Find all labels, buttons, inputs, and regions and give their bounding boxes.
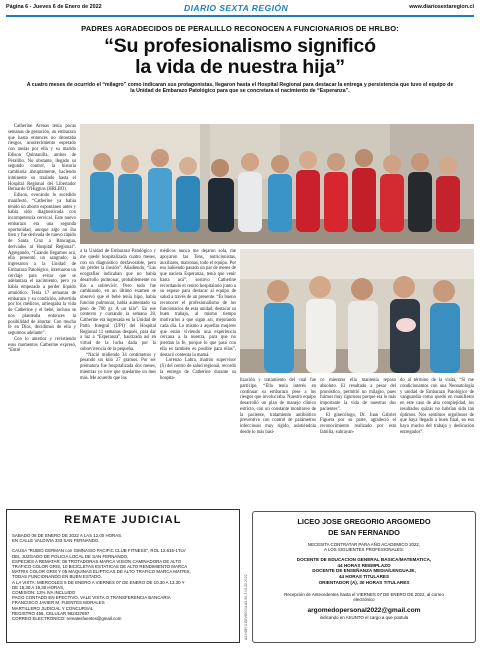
- masthead: [6, 4, 474, 17]
- website: www.diariosextaregion.cl: [409, 4, 474, 10]
- reception-line-1: Recepción de Antecedentes hasta el VIERNES 07 DE ENERO DE 2022, al correo: [284, 591, 444, 597]
- liceo-title-1: LICEO JOSE GREGORIO ARGOMEDO: [297, 517, 431, 526]
- paragraph: El ginecólogo, Dr. Juan Gabriel Figuera por su parte, agradeció el reconocimiento realizado por esta familia, subrayan-: [320, 412, 396, 435]
- page-date: Página 6 - Jueves 6 de Enero de 2022: [6, 4, 102, 10]
- remate-judicial-ad: [6, 509, 240, 643]
- remate-line: EN CALLE VALDIVIA 333 SAN FERNANDO.: [12, 538, 100, 544]
- remate-line: A LA VISTA: MIERCOLES 5 DE ENERO A VIERNES 07 DE ENERO DE 10.30 A 13.30 Y: [12, 579, 185, 585]
- staff-group-photo: [80, 124, 474, 244]
- paragraph: do al término de la visita, “Si me condicionamos con una Neonatología y unidad de Embarazo Patológico de vanguardia como quedó en manifiesto en este caso de alta complejidad, los resultados quizás no habrían sido tan óptimos. Nos sentimos orgullosos de que haya llegado a buen final, en eso haya mucho del trabajo y dedicación entregados”.: [400, 378, 474, 435]
- position-3-title: ORIENTADOR (A), 30 HORAS TITULARES: [318, 580, 410, 585]
- remate-line: DE 15,30 A 19,30 HORAS,: [12, 584, 65, 590]
- liceo-job-ad: [252, 511, 476, 643]
- remate-line: PAGO CONTADO EN EFECTIVO, VALE VISTA O TRANSFERENCIA BANCARIA: [12, 595, 171, 601]
- remate-line: CAUSA "RUBIO GERMAN con GIMNASIO PACIFIC CLUB FITNESS", ROL 12.615-1TLV: [12, 548, 186, 554]
- remate-line: REGISTRO 456, CELULAR 962437697: [12, 610, 90, 616]
- article-column-2: [80, 249, 156, 381]
- headline-line-2: la vida de nuestra hija”: [135, 56, 345, 78]
- article-lede: A cuatro meses de ocurrido el “milagro” como indicaran sus protagonistas, llegaron hasta el Hospital Regional para destacar la entrega y persistencia que tuvo el equipo de la Unidad de Embarazo Patológico para que se concretara el nacimiento de “Esperanza”.: [26, 82, 454, 95]
- liceo-title-2: DE SAN FERNANDO: [328, 527, 400, 537]
- paragraph: a la Unidad de Embarazo Patológico y me quedé hospitalizada cuatro meses, con un diagnóstico desfavorable, pero sin perder la ilusión”. Añadiendo, “Las ecografías indicaban que no había desarrollo pulmonar, probablemente no iba a sobrevivir. Pero todo fue cambiando, en un último examen se observó que el bebé tenía hipo, había función pulmonar, había aumentado su peso de 700 gr. A un kilo”. En ese contexto y cursando la semana 28, Catherine era ingresada en la Unidad de Parto Integral (UPI) del Hospital Regional 11 semanas después, para dar a luz a “Esperanza”, hautizada así en virtud de la lucha dada por la sobrevivencia de la pequeña.: [80, 249, 156, 352]
- headline-line-1: “Su profesionalismo significó: [104, 35, 376, 57]
- article-column-3: [160, 249, 236, 381]
- liceo-need-2: A LOS SIGUIENTES PROFESIONALES:: [323, 547, 405, 553]
- subject-note: indicando en ASUNTO el cargo a que postula: [319, 614, 409, 620]
- article-kicker: PADRES AGRADECIDOS DE PERALILLO RECONOCEN A FUNCIONARIOS DE HRLBO:: [81, 24, 399, 33]
- family-photo: [240, 249, 474, 373]
- remate-line: FRANCISCO JAVIER M. FUENTES MORALES: [12, 600, 105, 606]
- liceo-email-link[interactable]: argomedopersonal2022@gmail.com: [307, 606, 421, 614]
- ad-code: A3-HOR-3 DEVO0004-A5-92-7-03-22-2022: [244, 574, 248, 640]
- article-column-6: [400, 378, 474, 436]
- remate-line: CORREO ELECTRONICO: rematesfuentes@gmail.com: [12, 616, 122, 622]
- remate-title: REMATE JUDICIAL: [64, 514, 182, 526]
- article-column-1: [8, 124, 76, 354]
- position-1-hours: 44 HORAS REEMPLAZO: [337, 562, 391, 568]
- liceo-need-1: NECESITA CONTRATAR PARA AÑO ACADEMICO 2022,: [307, 542, 421, 547]
- article-headline: [0, 36, 480, 78]
- paragraph: Catherine Arenas tenía pocas semanas de gestación, un embarazo que hasta entonces no denotaba riesgos, acontecimiento esperado con ansias por ella y su marido Edison Quintanilla, ambos de Peralillo. No obstante, llegado su segundo control, la historia cambiaría abruptamente, haciendo inminente su traslado hasta el Hospital Regional del Libertador Bernardo O'Higgins (HRLBO).: [8, 124, 76, 193]
- paper-name: DIARIO SEXTA REGIÓN: [184, 3, 289, 13]
- position-1-title: DOCENTE DE EDUCACION GENERAL BASICA/MATEMATICA,: [296, 556, 432, 562]
- paragraph: “Nació midiendo 34 centímetros y pesando un kilo 27 gramos. Por ser prematura fue hospitalizada dos meses, mientras yo tuve que quedarme un mes más. Me acuerdo que los: [80, 352, 156, 381]
- position-2-hours: 44 HORAS TITULARES: [338, 574, 390, 580]
- article-column-4: [240, 378, 316, 436]
- paragraph: lización y tratamiento del cual fue partícipe, “Ella tenía interés en continuar su embarazo pese a los riesgos que involucraba. Nuestro equipo desarrolló un plan de manejo clínico estricto, con un constante monitoreo de la paciente, tratamiento antibiótico preventivo con control de parámetros infecciosos muy rigido, asistiéndola desde lo más bási-: [240, 378, 316, 435]
- remate-line: SABADO 08 DE ENERO DE 2022 A LAS 12,00 HORAS.: [12, 533, 123, 538]
- reception-line-2: electrónico: [353, 597, 375, 603]
- paragraph: Edison, evocando lo sucedido manifestó, “Catherine ya había tenido un aborto espontáneo antes y había sido diagnosticada con incompetencia cervical. Este nuevo embarazo era una segunda oportunidad, aunque algo no iba bien y fue derivada de nuevo rápido de Santa Cruz a Rancagua, derivados al Hospital Regional”. Agregando, “Cuando llegamos acá, ella presentó un sangrado, la ingresaron a la Unidad de Embarazo Patológico, internaron un cerclaje para evitar que se adelantara el nacimiento, pero ya había empezado a perder líquido amniótico. Tenía 17 semanas de embarazo y su condición, advertida por los médicos, arriesgaba la vida de Catherine y el bebé, incluso se nos planteaba entonces la posibilidad de abortar. Con mucha fe en Dios, decidimos de ella y seguimos adelante”.: [8, 193, 76, 336]
- remate-body: [12, 533, 234, 621]
- paragraph: Lorenzo Labra, matrón supervisor (S) del centro de salud regional, recordó la entrega de Catherine durante su hospita-: [160, 358, 236, 381]
- paragraph: Con lo anterior y revistiendo esos momentos Catherine expresó, “Entré: [8, 336, 76, 354]
- paragraph: co mientras ella mantenía reposo absoluto. El resultado a pesar del pronóstico, permitió un milagro, pues fuimos muy rigurosos porque era lo más importante la vida de nuestras dos pacientes”.: [320, 378, 396, 412]
- article-column-5: [320, 378, 396, 436]
- position-2-title: DOCENTE DE ENSEÑANZA MEDIA/LENGUAJE,: [312, 568, 416, 574]
- remate-line: COMISION: 12% IVA INCLUIDO: [12, 590, 76, 596]
- remate-line: TODAS FUNCIONANDO EN BUEN ESTADO.: [12, 574, 102, 580]
- remate-line: DEL JUZGADO DE POLICIA LOCAL DE SAN FERNANDO.: [12, 553, 129, 559]
- remate-line: MATRIX COLOR GRIS Y 05 MAQUINAS ELIPTICAS DE ALTO TRAFICO MARCA MATRIX,: [12, 569, 191, 575]
- paragraph: médicos nunca me dejaron sola, me apoyaron las Tens, nutricionistas, auxiliares, matronas, todo el equipo. Por eso habiendo pasado un par de meses de que naciera Esperanza, tenía que venir hasta acá”, sostuvo Catherine recordando el centro hospitalario junto a su esposo para destacar al equipo de salud a través de un presente. “Es bueno reconocer el profesionalismo de los funcionarios de esta unidad, destacar su buen trabajo, al mismo tiempo motivarlos a que sigan así, mejorando cada día. Lo mismo a aquellas mujeres que están viviendo una experiencia cercana a la nuestra, para que no pierdan la fe, porque lo que pasó con ella es también es posible para ellas”, destacó contenta la mamá.: [160, 249, 236, 358]
- remate-line: TRAFICO COLOR GRIS, 10 BICICLETAS ESTATICAS DE ALTO RENDIMIENTO MARCA: [12, 564, 188, 570]
- remate-line: MARTILLERO JUDICIAL Y CONCURSAL: [12, 605, 94, 611]
- remate-line: ESPECIES A REMATAR: 08 TROTADORAS MARCA VISION CAMINADORA DE ALTO: [12, 558, 182, 564]
